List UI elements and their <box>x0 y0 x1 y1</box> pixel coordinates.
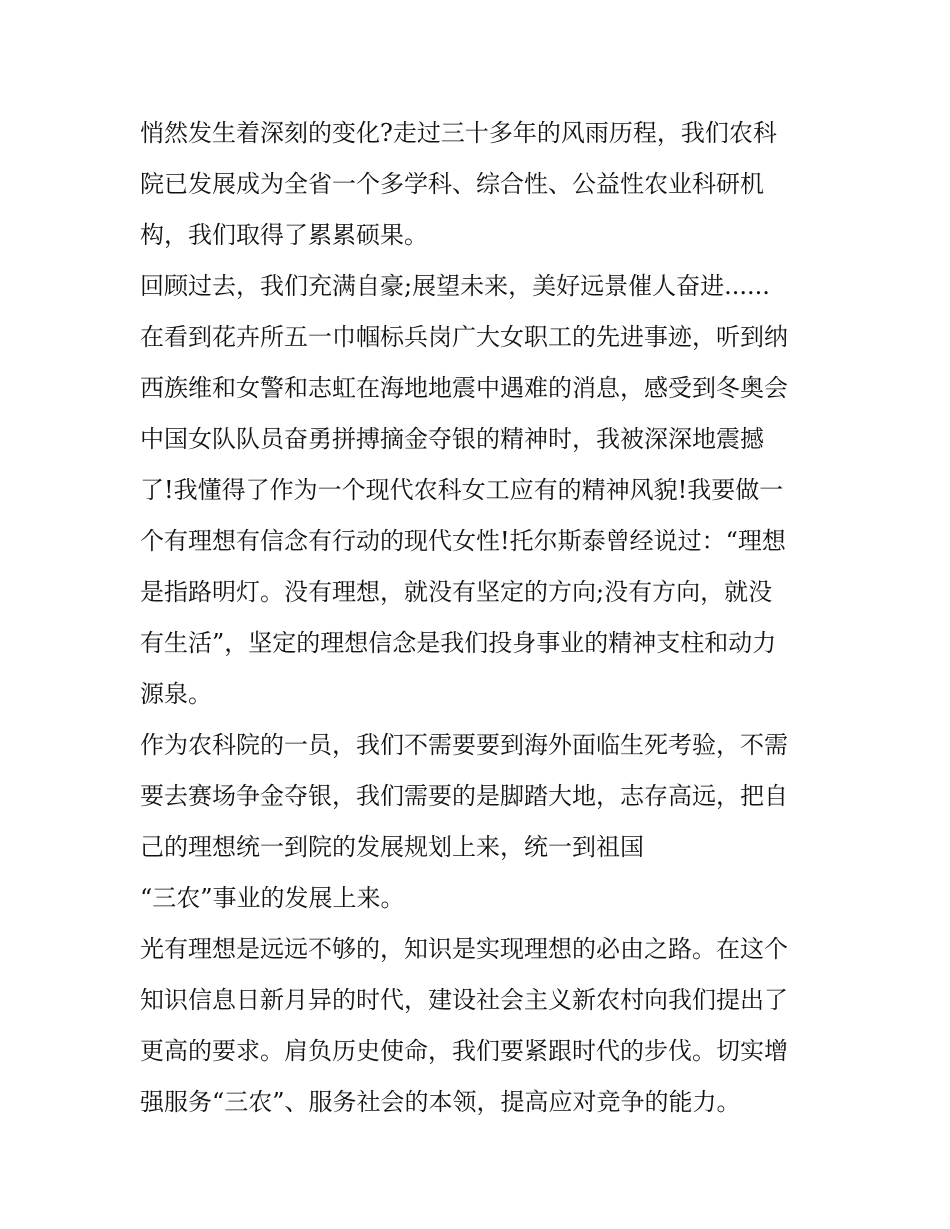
text-line: 是指路明灯。没有理想，就没有坚定的方向;没有方向，就没 <box>140 578 773 606</box>
text-line: 作为农科院的一员，我们不需要要到海外面临生死考验，不需 <box>140 731 788 759</box>
text-line: 己的理想统一到院的发展规划上来，统一到祖国 <box>140 833 644 861</box>
text-line: 源泉。 <box>140 680 212 708</box>
text-line: 中国女队队员奋勇拼搏摘金夺银的精神时，我被深深地震撼 <box>140 425 764 453</box>
text-line: 回顾过去，我们充满自豪;展望未来，美好远景催人奋进...... <box>140 272 770 300</box>
text-line: 院已发展成为全省一个多学科、综合性、公益性农业科研机 <box>140 170 764 198</box>
text-line: 强服务“三农”、服务社会的本领，提高应对竞争的能力。 <box>140 1088 741 1116</box>
text-line: 在看到花卉所五一巾帼标兵岗广大女职工的先进事迹，听到纳 <box>140 323 788 351</box>
body-text <box>140 108 820 1128</box>
text-line: 光有理想是远远不够的，知识是实现理想的必由之路。在这个 <box>140 935 788 963</box>
text-line: 个有理想有信念有行动的现代女性!托尔斯泰曾经说过：“理想 <box>140 527 786 555</box>
text-line: 有生活”，坚定的理想信念是我们投身事业的精神支柱和动力 <box>140 629 777 657</box>
text-line: 了!我懂得了作为一个现代农科女工应有的精神风貌!我要做一 <box>140 476 784 504</box>
text-line: 要去赛场争金夺银，我们需要的是脚踏大地，志存高远，把自 <box>140 782 788 810</box>
text-line: 西族维和女警和志虹在海地地震中遇难的消息，感受到冬奥会 <box>140 374 788 402</box>
text-line: 知识信息日新月异的时代，建设社会主义新农村向我们提出了 <box>140 986 788 1014</box>
text-line: 悄然发生着深刻的变化?走过三十多年的风雨历程，我们农科 <box>140 119 777 147</box>
text-line: “三农”事业的发展上来。 <box>140 884 405 912</box>
text-line: 更高的要求。肩负历史使命，我们要紧跟时代的步伐。切实增 <box>140 1037 788 1065</box>
text-line: 构，我们取得了累累硕果。 <box>140 221 428 249</box>
